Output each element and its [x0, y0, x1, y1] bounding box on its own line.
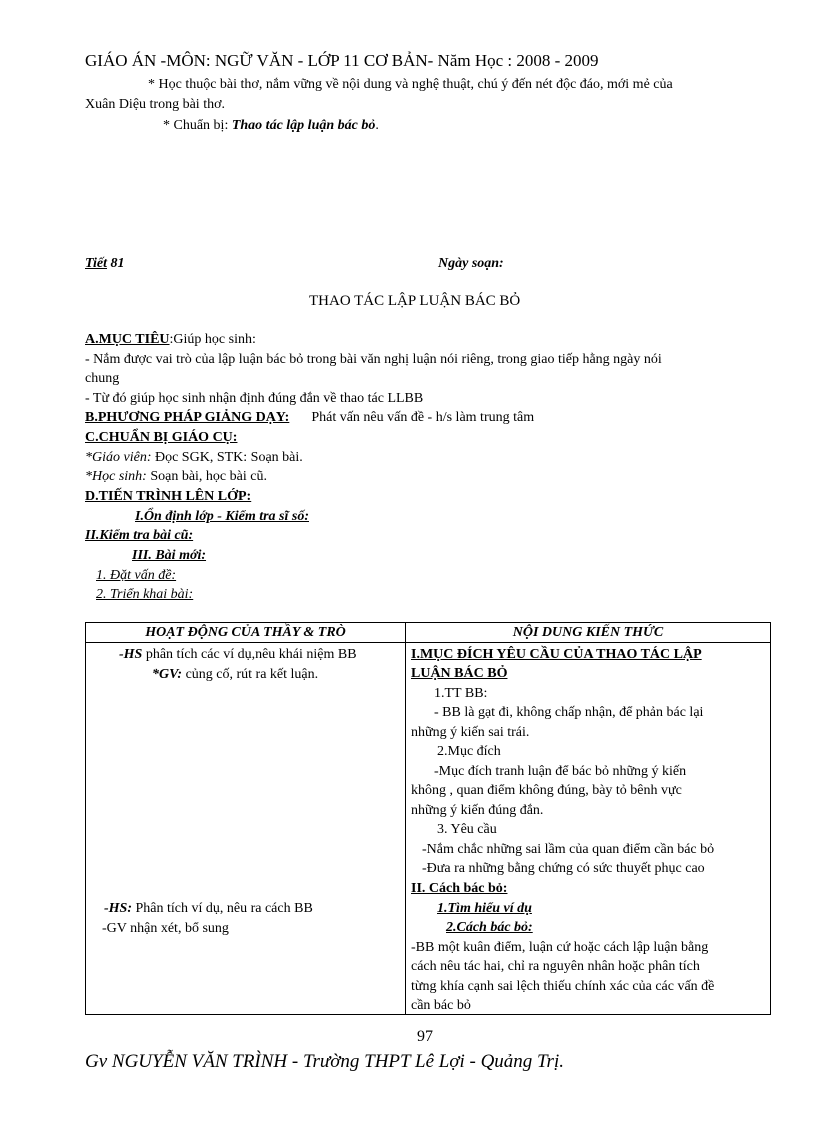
content-line: không , quan điểm không đúng, bày tỏ bênh vực	[411, 783, 682, 798]
section-c-teacher	[85, 448, 303, 468]
date-label: Ngày soạn:	[438, 256, 504, 271]
tiet-label: Tiết	[85, 256, 108, 271]
prep-line	[163, 116, 379, 136]
section-2-title: II. Cách bác bỏ:	[411, 881, 508, 896]
activities-cell	[86, 643, 406, 1015]
content-line: cần bác bỏ	[411, 998, 471, 1013]
hs-label-1: -HS	[119, 647, 143, 662]
content-cell	[406, 643, 771, 1015]
hs-label-2: -HS:	[104, 901, 132, 916]
lesson-table	[85, 622, 771, 1015]
content-line: từng khía cạnh sai lệch thiếu chính xác của các vấn đề	[411, 979, 715, 994]
gv-activity-2: -GV nhận xét, bổ sung	[102, 921, 229, 936]
section-b-label: B.PHƯƠNG PHÁP GIẢNG DẠY:	[85, 410, 290, 425]
section-a-text: :Giúp học sinh:	[169, 332, 256, 347]
homework-line-1: * Học thuộc bài thơ, nắm vững về nội dung và nghệ thuật, chú ý đến nét độc đáo, mới mẻ của	[148, 77, 673, 92]
prep-value: Thao tác lập luận bác bỏ	[231, 118, 376, 133]
section-a-line-2: chung	[85, 371, 120, 386]
section-a-heading	[85, 330, 256, 350]
content-line: 2.Mục đích	[437, 744, 501, 759]
col-content-header: NỘI DUNG KIẾN THỨC	[406, 623, 771, 643]
hs-activity-2	[104, 899, 313, 919]
student-label: *Học sinh:	[85, 469, 147, 484]
section-b-text: Phát vấn nêu vấn đề - h/s làm trung tâm	[311, 410, 535, 425]
subsection-2-2: 2.Cách bác bỏ:	[446, 920, 533, 935]
section-b-heading	[85, 408, 534, 428]
step-2: II.Kiểm tra bài cũ:	[85, 528, 194, 543]
section-a-label: A.MỤC TIÊU	[85, 332, 170, 347]
section-1-title-a: I.MỤC ĐÍCH YÊU CẦU CỦA THAO TÁC LẬP	[411, 647, 702, 662]
step-3: III. Bài mới:	[132, 548, 207, 563]
gv-activity-1	[152, 665, 318, 685]
section-c-heading: C.CHUẨN BỊ GIÁO CỤ:	[85, 430, 238, 445]
teacher-label: *Giáo viên:	[85, 450, 152, 465]
table-row	[86, 643, 771, 1015]
gv-label-1: *GV:	[152, 667, 183, 682]
hs-text-1: phân tích các ví dụ,nêu khái niệm BB	[142, 647, 357, 662]
document-header-title: GIÁO ÁN -MÔN: NGỮ VĂN - LỚP 11 CƠ BẢN- Năm Học : 2008 - 2009	[85, 51, 599, 70]
teacher-text: Đọc SGK, STK: Soạn bài.	[151, 450, 303, 465]
table-header-row	[86, 623, 771, 643]
step-4: 1. Đặt vấn đề:	[96, 568, 177, 583]
student-text: Soạn bài, học bài cũ.	[146, 469, 267, 484]
content-line: cách nêu tác hai, chỉ ra nguyên nhân hoặc phân tích	[411, 959, 700, 974]
content-line: -Nắm chắc những sai lầm của quan điểm cần bác bỏ	[422, 842, 715, 857]
hs-text-2: Phân tích ví dụ, nêu ra cách BB	[132, 901, 313, 916]
step-5: 2. Triển khai bài:	[96, 587, 194, 602]
content-line: -Mục đích tranh luận để bác bỏ những ý kiến	[434, 764, 687, 779]
section-a-line-3: - Từ đó giúp học sinh nhận định đúng đắn về thao tác LLBB	[85, 391, 424, 406]
step-1: I.Ổn định lớp - Kiểm tra sĩ số:	[135, 509, 309, 524]
content-line: -Đưa ra những bằng chứng có sức thuyết phục cao	[422, 861, 705, 876]
lesson-title: THAO TÁC LẬP LUẬN BÁC BỎ	[309, 293, 521, 309]
content-line: 1.TT BB:	[434, 686, 488, 701]
col-activities-header: HOẠT ĐỘNG CỦA THẦY & TRÒ	[86, 623, 406, 643]
section-1-title-b: LUẬN BÁC BỎ	[411, 666, 508, 681]
footer-author: Gv NGUYỄN VĂN TRÌNH - Trường THPT Lê Lợi - Quảng Trị.	[85, 1051, 564, 1072]
subsection-2-1: 1.Tìm hiểu ví dụ	[437, 901, 532, 916]
gv-text-1: củng cố, rút ra kết luận.	[182, 667, 319, 682]
content-line: những ý kiến sai trái.	[411, 725, 530, 740]
section-c-student	[85, 467, 267, 487]
page-number: 97	[417, 1028, 433, 1045]
hs-activity-1	[119, 645, 357, 665]
section-a-line-1: - Nắm được vai trò của lập luận bác bỏ trong bài văn nghị luận nói riêng, trong giao tiếp hằng ngày nói	[85, 352, 662, 367]
prep-label: * Chuẩn bị:	[163, 118, 232, 133]
homework-line-2: Xuân Diệu trong bài thơ.	[85, 97, 225, 112]
prep-end: .	[375, 118, 379, 133]
tiet-number: 81	[107, 256, 125, 271]
content-line: -BB một kuân điểm, luận cứ hoặc cách lập luận bằng	[411, 940, 709, 955]
content-line: - BB là gạt đi, không chấp nhận, để phản bác lại	[434, 705, 704, 720]
content-line: 3. Yêu cầu	[437, 822, 497, 837]
lesson-number	[85, 254, 125, 274]
content-line: những ý kiến đúng đắn.	[411, 803, 544, 818]
section-d-heading: D.TIẾN TRÌNH LÊN LỚP:	[85, 489, 252, 504]
